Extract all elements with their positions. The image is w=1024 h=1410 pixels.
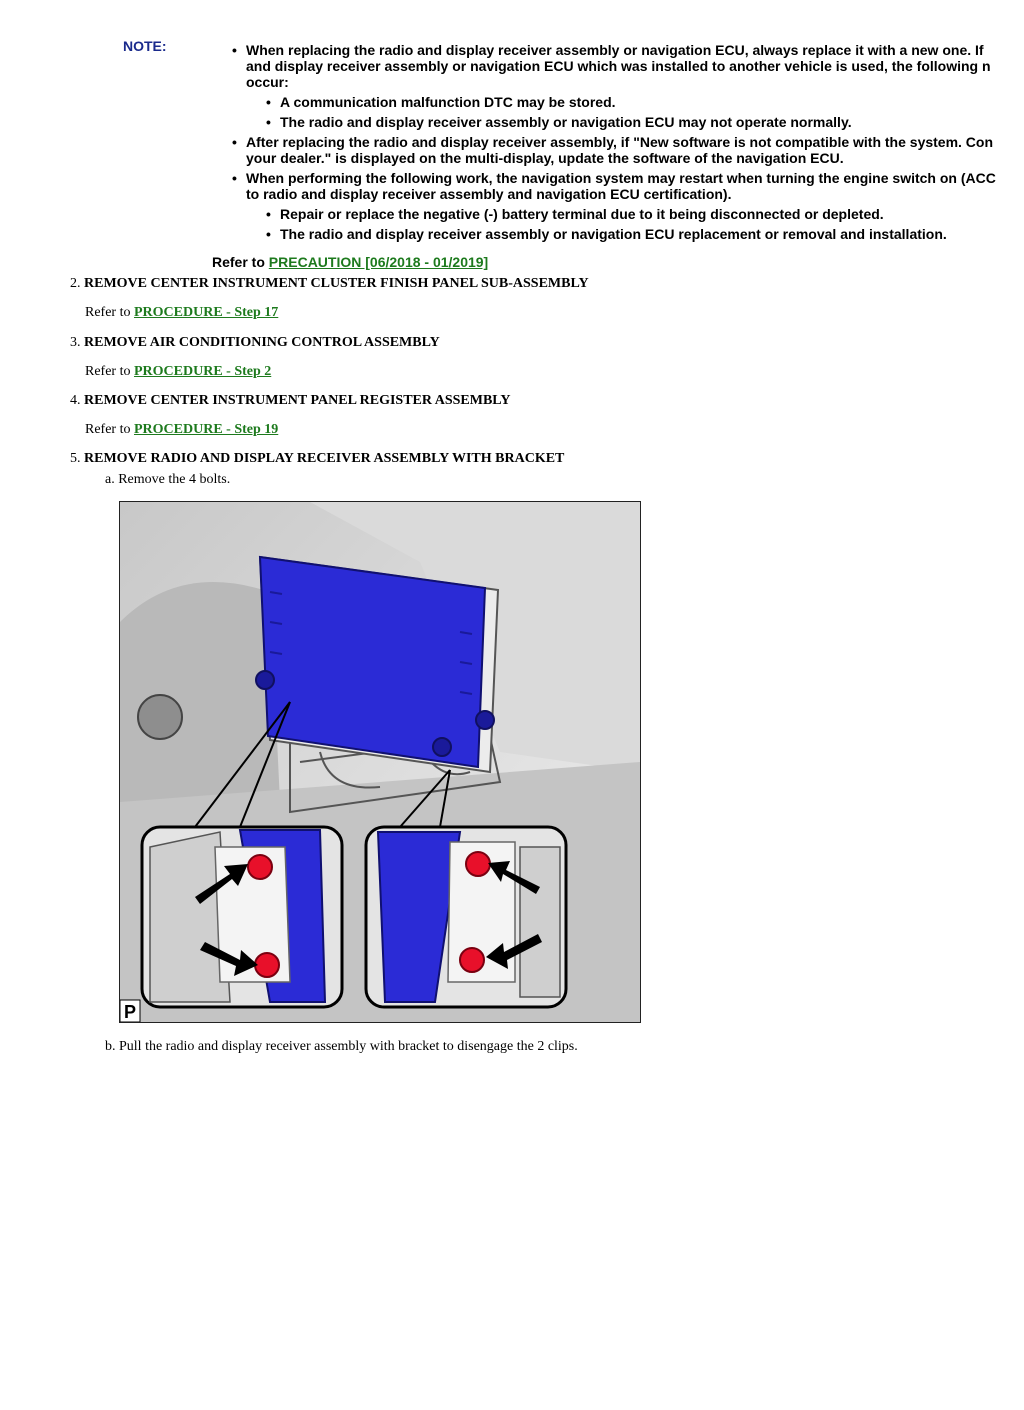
refer-prefix: Refer to xyxy=(212,254,265,270)
step-title: REMOVE AIR CONDITIONING CONTROL ASSEMBLY xyxy=(84,335,440,350)
note-line: • After replacing the radio and display receiver assembly, if "New software is not compatible with the system. Con xyxy=(246,134,994,150)
bolt xyxy=(248,855,272,879)
refer-prefix: Refer to xyxy=(85,422,131,437)
step-number: 5. xyxy=(70,451,81,466)
refer-prefix: Refer to xyxy=(85,364,131,379)
step-heading xyxy=(70,335,440,351)
note-item xyxy=(232,134,1024,166)
note-subitem: • The radio and display receiver assembly or navigation ECU may not operate normally. xyxy=(266,114,1024,130)
step-number: 4. xyxy=(70,393,81,408)
step-title: REMOVE CENTER INSTRUMENT PANEL REGISTER ASSEMBLY xyxy=(84,393,511,408)
step-refer xyxy=(85,422,278,438)
bolt xyxy=(466,852,490,876)
note-line: your dealer." is displayed on the multi-display, update the software of the navigation ECU. xyxy=(246,150,844,166)
display-receiver-assembly xyxy=(256,557,498,772)
procedure-link-step-19[interactable]: PROCEDURE - Step 19 xyxy=(133,422,279,437)
illustration-svg xyxy=(120,502,640,1022)
step-title: REMOVE RADIO AND DISPLAY RECEIVER ASSEMBLY WITH BRACKET xyxy=(84,451,565,466)
procedure-illustration xyxy=(119,501,641,1023)
note-subitem: • The radio and display receiver assembly or navigation ECU replacement or removal and installation. xyxy=(266,226,1024,242)
procedure-link-step-17[interactable]: PROCEDURE - Step 17 xyxy=(133,305,279,320)
note-list xyxy=(232,42,1024,242)
step-heading xyxy=(70,451,564,467)
note-item xyxy=(232,170,1024,242)
control-knob xyxy=(138,695,182,739)
substep-b: b. Pull the radio and display receiver assembly with bracket to disengage the 2 clips. xyxy=(105,1039,578,1054)
step-title: REMOVE CENTER INSTRUMENT CLUSTER FINISH PANEL SUB-ASSEMBLY xyxy=(84,276,589,291)
note-subitem: • Repair or replace the negative (-) battery terminal due to it being disconnected or depleted. xyxy=(266,206,1024,222)
bolt xyxy=(255,953,279,977)
step-refer xyxy=(85,364,271,380)
refer-prefix: Refer to xyxy=(85,305,131,320)
note-line: to radio and display receiver assembly and navigation ECU certification). xyxy=(246,186,732,202)
step-heading xyxy=(70,393,510,409)
substep-a: a. Remove the 4 bolts. xyxy=(105,472,231,487)
note-sublist xyxy=(266,94,1024,130)
note-line: • When replacing the radio and display receiver assembly or navigation ECU, always replace it with a new one. If xyxy=(246,42,984,58)
note-line: • When performing the following work, the navigation system may restart when turning the engine switch on (ACC xyxy=(246,170,996,186)
note-subitem: • A communication malfunction DTC may be stored. xyxy=(266,94,1024,110)
bolt xyxy=(460,948,484,972)
note-item xyxy=(232,42,1024,130)
corner-label: P xyxy=(124,1002,137,1022)
step-number: 3. xyxy=(70,335,81,350)
procedure-link-step-2[interactable]: PROCEDURE - Step 2 xyxy=(133,364,272,379)
step-refer xyxy=(85,305,278,321)
step-heading xyxy=(70,276,589,292)
right-detail-inset xyxy=(366,827,566,1007)
note-line: occur: xyxy=(246,74,289,90)
note-line: and display receiver assembly or navigation ECU which was installed to another vehicle is used, the following n xyxy=(246,58,991,74)
step-number: 2. xyxy=(70,276,81,291)
precaution-refer xyxy=(212,254,488,270)
note-sublist xyxy=(266,206,1024,242)
note-label: NOTE: xyxy=(123,38,167,54)
note-box xyxy=(232,42,1024,246)
precaution-link[interactable]: PRECAUTION [06/2018 - 01/2019] xyxy=(268,254,489,270)
left-detail-inset xyxy=(142,827,342,1007)
